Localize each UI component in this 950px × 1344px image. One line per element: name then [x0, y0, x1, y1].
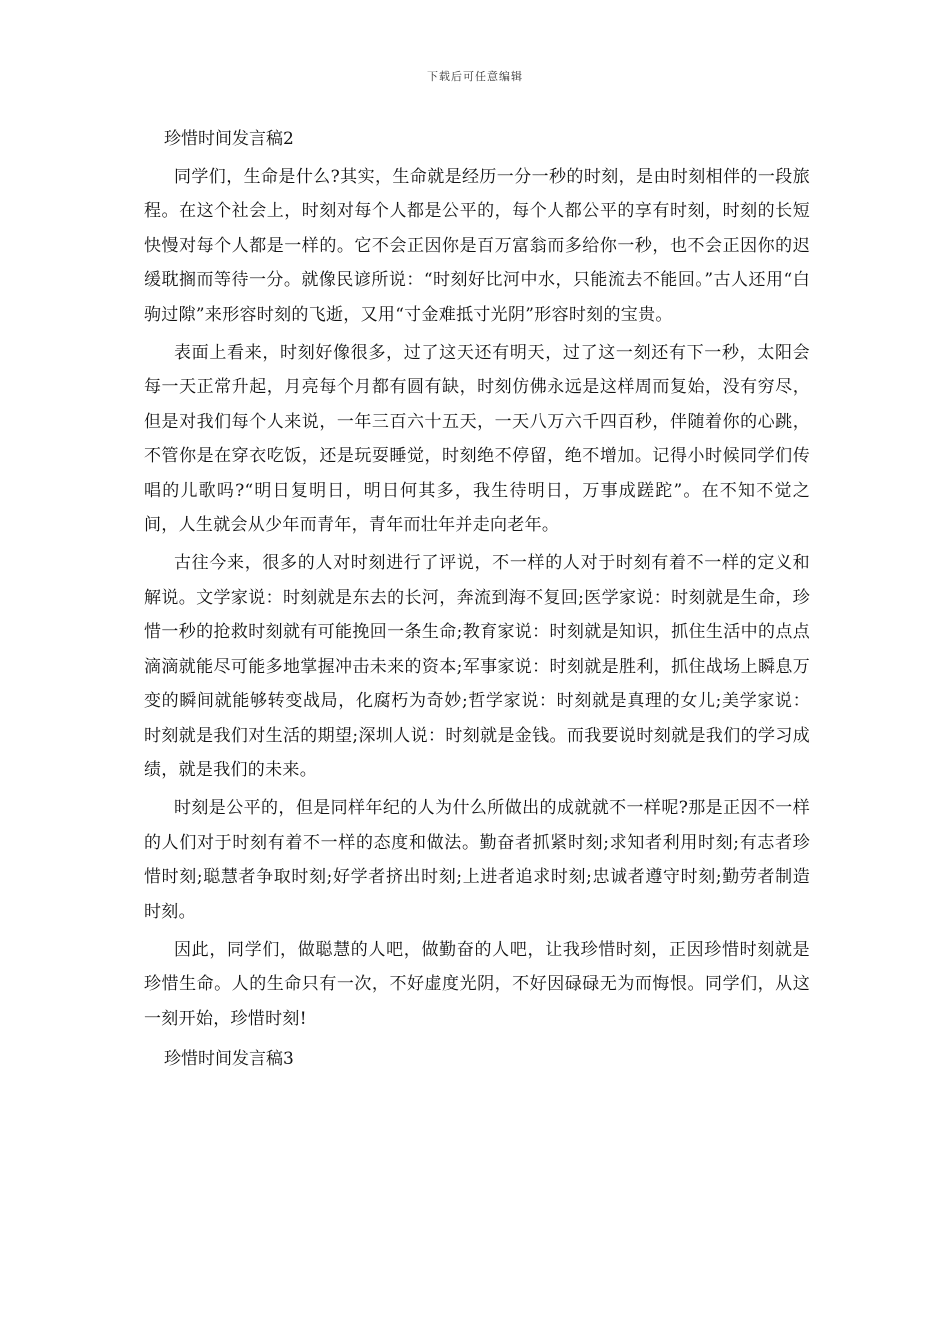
document-body — [144, 118, 810, 1080]
paragraph: 时刻是公平的，但是同样年纪的人为什么所做出的成就就不一样呢?那是正因不一样的人们对于时刻有着不一样的态度和做法。勤奋者抓紧时刻;求知者利用时刻;有志者珍惜时刻;聪慧者争取时刻;好学者挤出时刻;上进者追求时刻;忠诚者遵守时刻;勤劳者制造时刻。 — [144, 798, 810, 922]
section-heading: 珍惜时间发言稿3 — [164, 1049, 294, 1070]
paragraph: 古往今来，很多的人对时刻进行了评说，不一样的人对于时刻有着不一样的定义和解说。文学家说：时刻就是东去的长河，奔流到海不复回;医学家说：时刻就是生命，珍惜一秒的抢救时刻就有可能挽回一条生命;教育家说：时刻就是知识，抓住生活中的点点滴滴就能尽可能多地掌握冲击未来的资本;军事家说：时刻就是胜利，抓住战场上瞬息万变的瞬间就能够转变战局，化腐朽为奇妙;哲学家说：时刻就是真理的女儿;美学家说：时刻就是我们对生活的期望;深圳人说：时刻就是金钱。而我要说时刻就是我们的学习成绩，就是我们的未来。 — [144, 553, 810, 780]
header-note: 下载后可任意编辑 — [427, 70, 523, 83]
paragraph: 同学们，生命是什么?其实，生命就是经历一分一秒的时刻，是由时刻相伴的一段旅程。在这个社会上，时刻对每个人都是公平的，每个人都公平的享有时刻，时刻的长短快慢对每个人都是一样的。它不会正因你是百万富翁而多给你一秒，也不会正因你的迟缓耽搁而等待一分。就像民谚所说：“时刻好比河中水，只能流去不能回。”古人还用“白驹过隙”来形容时刻的飞逝，又用“寸金难抵寸光阴”形容时刻的宝贵。 — [144, 167, 810, 325]
paragraph: 因此，同学们，做聪慧的人吧，做勤奋的人吧，让我珍惜时刻，正因珍惜时刻就是珍惜生命。人的生命只有一次，不好虚度光阴，不好因碌碌无为而悔恨。同学们，从这一刻开始，珍惜时刻! — [144, 939, 810, 1029]
section-heading: 珍惜时间发言稿2 — [164, 129, 294, 149]
paragraph: 表面上看来，时刻好像很多，过了这天还有明天，过了这一刻还有下一秒，太阳会每一天正常升起，月亮每个月都有圆有缺，时刻仿佛永远是这样周而复始，没有穷尽，但是对我们每个人来说，一年三百六十五天，一天八万六千四百秒，伴随着你的心跳，不管你是在穿衣吃饭，还是玩耍睡觉，时刻绝不停留，绝不增加。记得小时候同学们传唱的儿歌吗?“明日复明日，明日何其多，我生待明日，万事成蹉跎”。在不知不觉之间，人生就会从少年而青年，青年而壮年并走向老年。 — [144, 343, 810, 536]
